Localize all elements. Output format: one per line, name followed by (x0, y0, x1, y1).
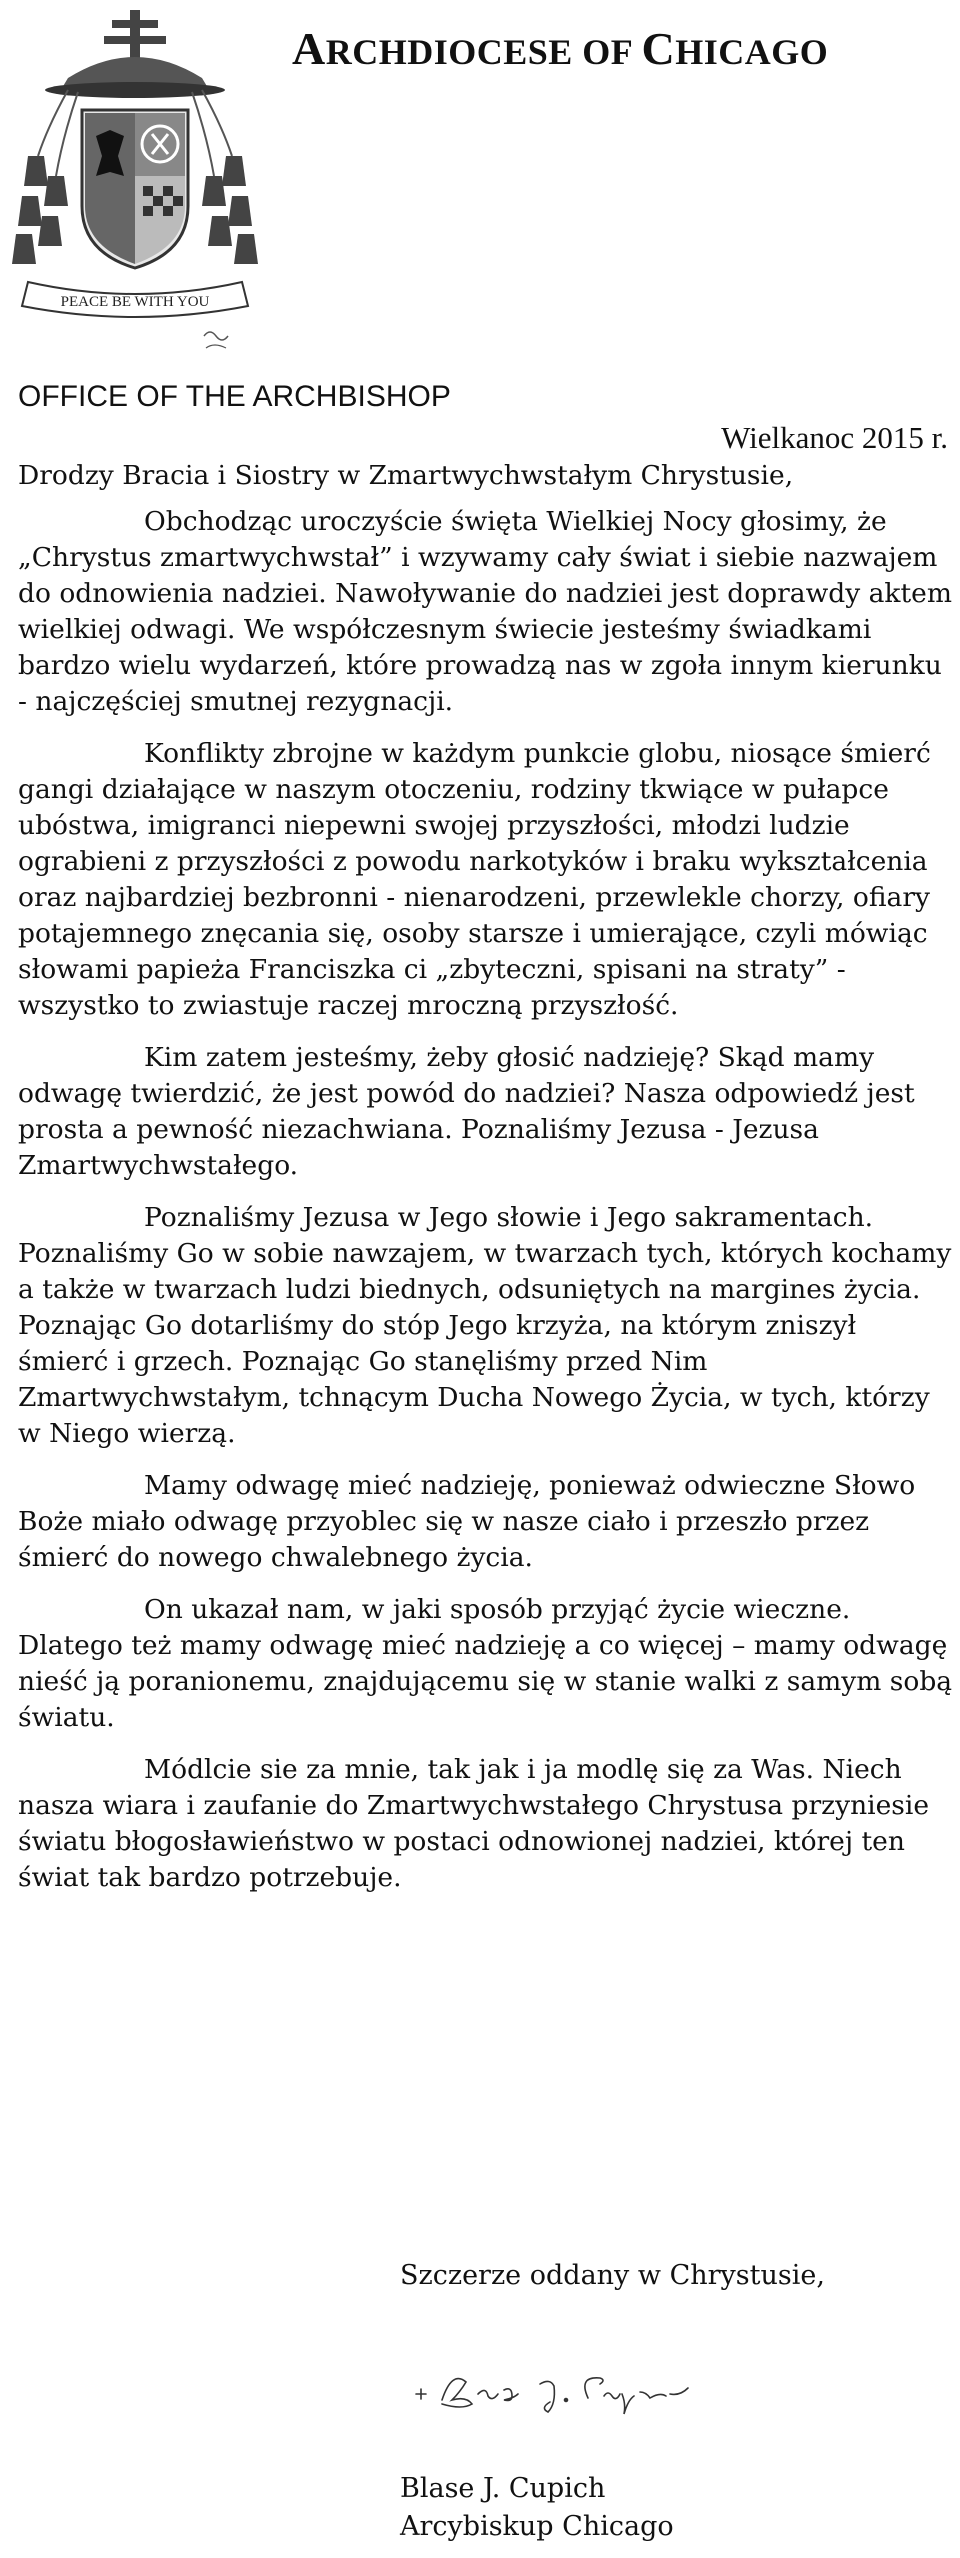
paragraph-2: Konflikty zbrojne w każdym punkcie globu, niosące śmierć gangi działające w naszym otoczeniu, rodziny tkwiące w pułapce ubóstwa, imigranci niepewni swojej przyszłości, młodzi ludzie ograbieni z przyszłości z powodu narkotyków i braku wykształcenia oraz najbardziej bezbronni - nienarodzeni, przewlekle chorzy, ofiary potajemnego znęcania się, osoby starsze i umierające, czyli mówiąc słowami papieża Franciszka ci „zbyteczni, spisani na straty” - wszystko to zwiastuje raczej mroczną przyszłość. (18, 738, 931, 1021)
crest-motto-text: PEACE BE WITH YOU (60, 294, 210, 310)
coat-of-arms-icon (8, 6, 262, 356)
signer-title: Arcybiskup Chicago (400, 2511, 674, 2542)
paragraph-3: Kim zatem jesteśmy, żeby głosić nadzieję? Skąd mamy odwagę twierdzić, że jest powód do nadziei? Nasza odpowiedź jest prosta a pewność niezachwiana. Poznaliśmy Jezusa - Jezusa Zmartwychwstałego. (18, 1042, 915, 1181)
letter-date: Wielkanoc 2015 r. (721, 420, 948, 455)
paragraph-6: On ukazał nam, w jaki sposób przyjąć życie wieczne. Dlatego też mamy odwagę mieć nadzieję a co więcej – mamy odwagę nieść ją poranionemu, znajdującemu się w stanie walki z samym sobą światu. (18, 1594, 953, 1733)
title-part-one: RCHDIOCESE OF (325, 32, 642, 72)
title-initial-c: C (641, 23, 676, 74)
salutation: Drodzy Bracia i Siostry w Zmartwychwstałym Chrystusie, (18, 460, 794, 491)
title-part-two: HICAGO (675, 32, 829, 72)
paragraph-7: Módlcie sie za mnie, tak jak i ja modlę się za Was. Niech nasza wiara i zaufanie do Zmartwychwstałego Chrystusa przyniesie światu błogosławieństwo w postaci odnowionej nadziei, której ten świat tak bardzo potrzebuje. (18, 1754, 930, 1893)
handwritten-signature-icon (408, 2360, 748, 2420)
paragraph-5: Mamy odwagę mieć nadzieję, ponieważ odwieczne Słowo Boże miało odwagę przyoblec się w nasze ciało i przeszło przez śmierć do nowego chwalebnego życia. (18, 1470, 916, 1573)
title-initial-a: A (292, 23, 326, 74)
office-heading: OFFICE OF THE ARCHBISHOP (18, 380, 451, 413)
closing-line: Szczerze oddany w Chrystusie, (400, 2260, 825, 2291)
signer-block (400, 2470, 674, 2546)
page-title (292, 22, 828, 75)
paragraph-1: Obchodząc uroczyście święta Wielkiej Nocy głosimy, że „Chrystus zmartwychwstał” i wzywamy cały świat i siebie nazwajem do odnowienia nadziei. Nawoływanie do nadziei jest doprawdy aktem wielkiej odwagi. We współczesnym świecie jesteśmy świadkami bardzo wielu wydarzeń, które prowadzą nas w zgoła innym kierunku - najczęściej smutnej rezygnacji. (18, 506, 952, 717)
letter-body (18, 458, 954, 1912)
paragraph-4: Poznaliśmy Jezusa w Jego słowie i Jego sakramentach. Poznaliśmy Go w sobie nawzajem, w twarzach tych, których kochamy a także w twarzach ludzi biednych, odsuniętych na margines życia. Poznając Go dotarliśmy do stóp Jego krzyża, na którym zniszył śmierć i grzech. Poznając Go stanęliśmy przed Nim Zmartwychwstałym, tchnącym Ducha Nowego Życia, w tych, którzy w Niego wierzą. (18, 1202, 952, 1449)
signer-name: Blase J. Cupich (400, 2473, 606, 2504)
